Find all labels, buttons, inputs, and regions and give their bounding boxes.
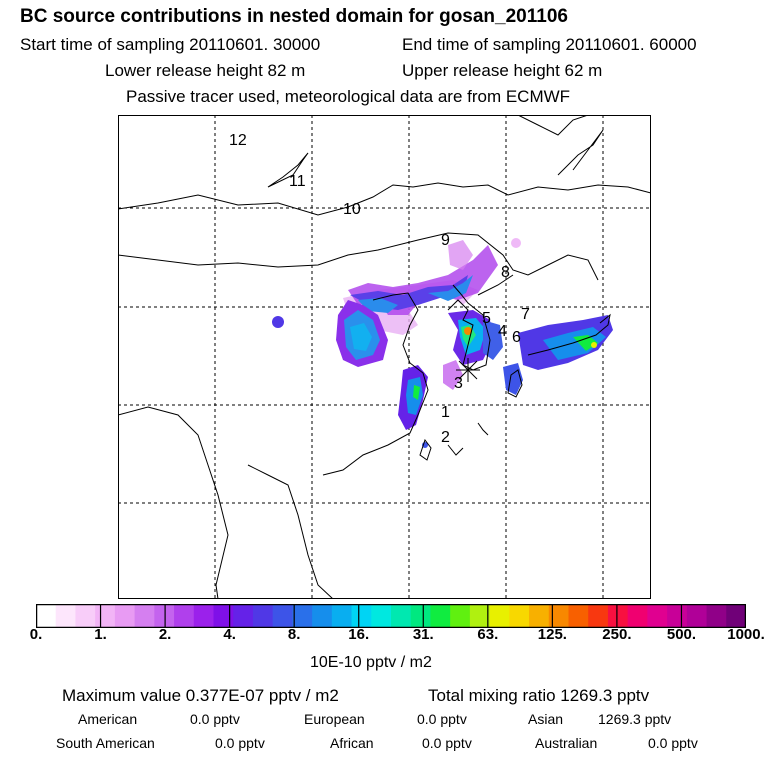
colorbar-cell [490, 604, 510, 628]
colorbar-tick-label: 2. [158, 626, 172, 643]
african-value: 0.0 pptv [422, 735, 472, 751]
colorbar-tick-label: 8. [287, 626, 301, 643]
colorbar-cell [214, 604, 234, 628]
colorbar-cell [608, 604, 628, 628]
region-label: 2 [441, 429, 450, 446]
region-label: 7 [521, 306, 530, 323]
south-american-value: 0.0 pptv [215, 735, 265, 751]
colorbar-tick-label: 0. [29, 626, 43, 643]
colorbar-cell [371, 604, 391, 628]
colorbar-cell [628, 604, 648, 628]
colorbar-tick-label: 4. [223, 626, 236, 643]
colorbar-cell [75, 604, 95, 628]
colorbar-cell [509, 604, 529, 628]
colorbar-tick-label: 63. [477, 626, 499, 643]
colorbar-cell [450, 604, 470, 628]
colorbar-cell [569, 604, 589, 628]
colorbar-unit: 10E-10 pptv / m2 [310, 654, 432, 671]
colorbar-cell [56, 604, 76, 628]
colorbar-cell [470, 604, 490, 628]
tracer-note: Passive tracer used, meteorological data are from ECMWF [126, 87, 571, 106]
colorbar-cell [667, 604, 687, 628]
colorbar-tick-label: 250. [602, 626, 632, 643]
colorbar-cell [411, 604, 431, 628]
region-label: 9 [441, 232, 450, 249]
region-label: 11 [289, 173, 306, 190]
region-label: 4 [498, 323, 507, 340]
european-value: 0.0 pptv [417, 711, 467, 727]
colorbar-cell [253, 604, 273, 628]
colorbar-tick-label: 16. [348, 626, 370, 643]
colorbar-cell [529, 604, 549, 628]
colorbar-cell [332, 604, 352, 628]
colorbar-cell [273, 604, 293, 628]
maximum-value: Maximum value 0.377E-07 pptv / m2 [62, 686, 339, 705]
colorbar-cell [352, 604, 372, 628]
colorbar-cell [292, 604, 312, 628]
asian-value: 1269.3 pptv [598, 711, 672, 727]
colorbar-cell [687, 604, 707, 628]
colorbar-tick-label: 1000. [727, 626, 765, 643]
colorbar-cell [312, 604, 332, 628]
colorbar-cell [95, 604, 115, 628]
colorbar-cell [194, 604, 214, 628]
region-label: 12 [229, 132, 247, 149]
colorbar-cell [174, 604, 194, 628]
colorbar-cell [588, 604, 608, 628]
map-panel [118, 115, 651, 599]
colorbar-tick-label: 125. [537, 626, 567, 643]
colorbar-cell [154, 604, 174, 628]
colorbar-cell [707, 604, 727, 628]
colorbar-cell [391, 604, 411, 628]
colorbar-cell [115, 604, 135, 628]
colorbar-cell [36, 604, 56, 628]
american-label: American [78, 711, 138, 727]
colorbar-cell [647, 604, 667, 628]
colorbar-tick-label: 500. [666, 626, 697, 643]
colorbar-cell [726, 604, 746, 628]
region-label: 3 [454, 375, 463, 392]
colorbar-cell [233, 604, 253, 628]
start-time: Start time of sampling 20110601. 30000 [20, 35, 321, 54]
south-american-label: South American [56, 735, 155, 751]
region-label: 10 [343, 201, 361, 218]
region-label: 5 [482, 310, 491, 327]
australian-label: Australian [535, 735, 598, 751]
colorbar-cell [430, 604, 450, 628]
lower-release-height: Lower release height 82 m [105, 61, 306, 80]
african-label: African [330, 735, 374, 751]
region-label: 6 [512, 329, 521, 346]
colorbar-cell [135, 604, 155, 628]
colorbar [36, 604, 746, 628]
australian-value: 0.0 pptv [648, 735, 698, 751]
region-label: 8 [501, 264, 510, 281]
european-label: European [304, 711, 365, 727]
colorbar-tick-label: 1. [94, 626, 107, 643]
upper-release-height: Upper release height 62 m [402, 61, 603, 80]
end-time: End time of sampling 20110601. 60000 [402, 35, 697, 54]
colorbar-tick-label: 31. [412, 626, 434, 643]
chart-title: BC source contributions in nested domain for gosan_201106 [20, 6, 568, 27]
asian-label: Asian [528, 711, 564, 727]
total-mixing-ratio: Total mixing ratio 1269.3 pptv [428, 686, 650, 705]
region-label: 1 [441, 404, 450, 421]
american-value: 0.0 pptv [190, 711, 240, 727]
